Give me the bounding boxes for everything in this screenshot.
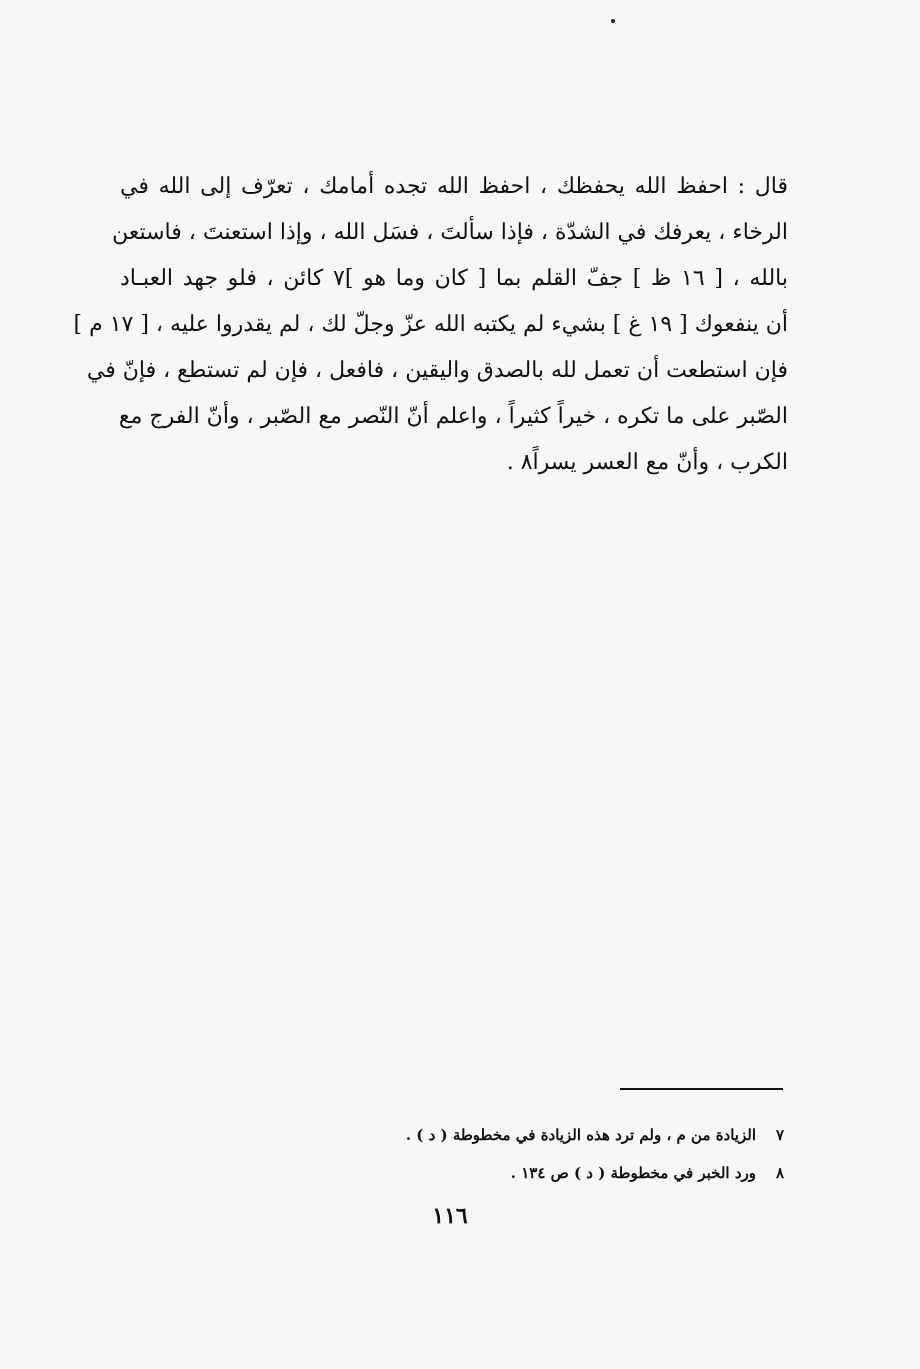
body-line: قال : احفظ الله يحفظك ، احفظ الله تجده أمامك ، تعرّف إلى الله في bbox=[120, 174, 788, 199]
body-line: فإن استطعت أن تعمل لله بالصدق واليقين ، فافعل ، فإن لم تستطع ، فإنّ في bbox=[86, 358, 788, 383]
footnote-number: ٨ bbox=[775, 1164, 784, 1182]
body-text bbox=[73, 164, 788, 486]
footnote bbox=[300, 1116, 784, 1154]
footnote bbox=[300, 1154, 784, 1192]
footnote-divider bbox=[620, 1088, 783, 1090]
footnote-number: ٧ bbox=[775, 1126, 784, 1144]
body-line: الكرب ، وأنّ مع العسر يسراً٨ . bbox=[506, 450, 788, 475]
footnote-text: الزيادة من م ، ولم ترد هذه الزيادة في مخطوطة ( د ) . bbox=[405, 1126, 756, 1144]
footnote-text: ورد الخبر في مخطوطة ( د ) ص ١٣٤ . bbox=[510, 1164, 756, 1182]
body-line: أن ينفعوك [ ١٩ غ ] بشيء لم يكتبه الله عزّ وجلّ لك ، لم يقدروا عليه ، [ ١٧ م ] bbox=[73, 312, 788, 337]
scan-speck bbox=[611, 19, 615, 23]
body-line: الرخاء ، يعرفك في الشدّة ، فإذا سألتَ ، فسَل الله ، وإذا استعنتَ ، فاستعن bbox=[112, 220, 788, 245]
footnotes bbox=[300, 1116, 784, 1192]
body-line: بالله ، [ ١٦ ظ ] جفّ القلم بما [ كان وما هو ]٧ كائن ، فلو جهد العبـاد bbox=[120, 266, 788, 291]
page-number: ١١٦ bbox=[432, 1203, 468, 1229]
body-line: الصّبر على ما تكره ، خيراً كثيراً ، واعلم أنّ النّصر مع الصّبر ، وأنّ الفرج مع bbox=[118, 404, 788, 429]
